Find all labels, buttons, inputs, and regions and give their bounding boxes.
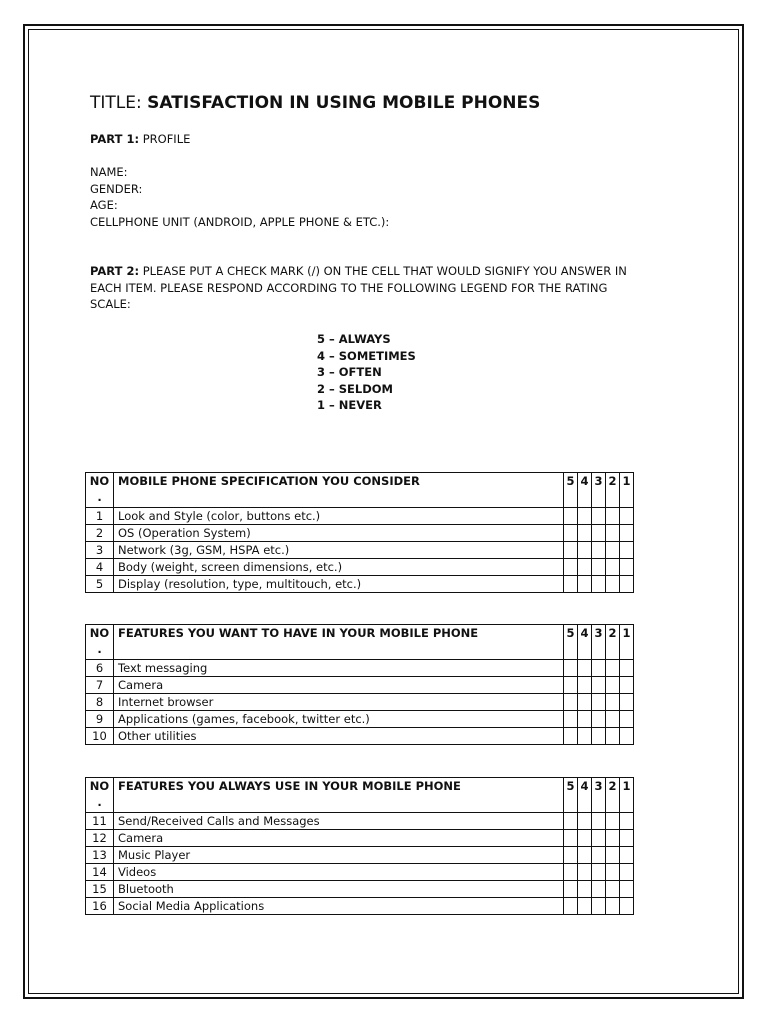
item-number: 5 xyxy=(86,576,114,593)
rating-cell-2[interactable] xyxy=(606,728,620,745)
part2-line1: PLEASE PUT A CHECK MARK (/) ON THE CELL THAT WOULD SIGNIFY YOU ANSWER IN xyxy=(139,264,627,278)
rating-cell-3[interactable] xyxy=(592,559,606,576)
rating-cell-5[interactable] xyxy=(564,694,578,711)
table-row xyxy=(86,728,634,745)
part2-instructions xyxy=(90,263,627,313)
no-column-header: NO . xyxy=(86,473,114,508)
rating-header-2: 2 xyxy=(606,625,620,660)
item-number: 4 xyxy=(86,559,114,576)
rating-cell-4[interactable] xyxy=(578,881,592,898)
rating-cell-1[interactable] xyxy=(620,660,634,677)
item-description: Bluetooth xyxy=(114,881,564,898)
rating-cell-1[interactable] xyxy=(620,898,634,915)
rating-cell-1[interactable] xyxy=(620,830,634,847)
rating-cell-2[interactable] xyxy=(606,677,620,694)
rating-cell-4[interactable] xyxy=(578,660,592,677)
rating-cell-3[interactable] xyxy=(592,864,606,881)
item-description: Display (resolution, type, multitouch, etc.) xyxy=(114,576,564,593)
rating-cell-4[interactable] xyxy=(578,847,592,864)
rating-cell-4[interactable] xyxy=(578,576,592,593)
item-number: 7 xyxy=(86,677,114,694)
part1-label: PART 1: xyxy=(90,132,140,146)
table-header-row xyxy=(86,473,634,508)
rating-cell-2[interactable] xyxy=(606,711,620,728)
item-description: Applications (games, facebook, twitter etc.) xyxy=(114,711,564,728)
rating-cell-3[interactable] xyxy=(592,881,606,898)
rating-cell-5[interactable] xyxy=(564,711,578,728)
item-description: Camera xyxy=(114,677,564,694)
item-description: Music Player xyxy=(114,847,564,864)
rating-header-5: 5 xyxy=(564,473,578,508)
rating-cell-5[interactable] xyxy=(564,813,578,830)
table-row xyxy=(86,542,634,559)
rating-cell-1[interactable] xyxy=(620,813,634,830)
rating-cell-3[interactable] xyxy=(592,660,606,677)
item-number: 14 xyxy=(86,864,114,881)
table-row xyxy=(86,694,634,711)
rating-cell-5[interactable] xyxy=(564,677,578,694)
rating-cell-3[interactable] xyxy=(592,677,606,694)
table-heading: FEATURES YOU ALWAYS USE IN YOUR MOBILE PHONE xyxy=(114,778,564,813)
item-description: Text messaging xyxy=(114,660,564,677)
table-header-row xyxy=(86,778,634,813)
rating-header-4: 4 xyxy=(578,473,592,508)
item-description: Other utilities xyxy=(114,728,564,745)
item-description: Camera xyxy=(114,830,564,847)
rating-cell-1[interactable] xyxy=(620,508,634,525)
table-heading: FEATURES YOU WANT TO HAVE IN YOUR MOBILE PHONE xyxy=(114,625,564,660)
item-description: Send/Received Calls and Messages xyxy=(114,813,564,830)
rating-cell-2[interactable] xyxy=(606,559,620,576)
part1-heading xyxy=(90,131,190,148)
rating-cell-5[interactable] xyxy=(564,508,578,525)
rating-header-1: 1 xyxy=(620,625,634,660)
rating-cell-3[interactable] xyxy=(592,898,606,915)
part2-label: PART 2: xyxy=(90,264,140,278)
legend-item-1: 1 – NEVER xyxy=(317,398,382,412)
table-row xyxy=(86,898,634,915)
rating-cell-4[interactable] xyxy=(578,711,592,728)
table-row xyxy=(86,711,634,728)
legend-item-5: 5 – ALWAYS xyxy=(317,332,391,346)
part1-text: PROFILE xyxy=(139,132,191,146)
rating-cell-5[interactable] xyxy=(564,559,578,576)
rating-cell-5[interactable] xyxy=(564,576,578,593)
item-number: 2 xyxy=(86,525,114,542)
item-number: 11 xyxy=(86,813,114,830)
rating-cell-2[interactable] xyxy=(606,542,620,559)
table-row xyxy=(86,660,634,677)
rating-cell-4[interactable] xyxy=(578,694,592,711)
rating-cell-1[interactable] xyxy=(620,576,634,593)
part2-line3: SCALE: xyxy=(90,297,131,311)
rating-cell-3[interactable] xyxy=(592,847,606,864)
rating-cell-2[interactable] xyxy=(606,830,620,847)
rating-cell-4[interactable] xyxy=(578,864,592,881)
rating-cell-5[interactable] xyxy=(564,898,578,915)
rating-cell-2[interactable] xyxy=(606,508,620,525)
rating-cell-5[interactable] xyxy=(564,830,578,847)
item-description: Internet browser xyxy=(114,694,564,711)
rating-cell-5[interactable] xyxy=(564,525,578,542)
rating-cell-3[interactable] xyxy=(592,542,606,559)
rating-cell-5[interactable] xyxy=(564,847,578,864)
table-row xyxy=(86,813,634,830)
rating-cell-4[interactable] xyxy=(578,508,592,525)
rating-cell-1[interactable] xyxy=(620,864,634,881)
rating-header-3: 3 xyxy=(592,473,606,508)
survey-table-wanted-features xyxy=(85,624,634,745)
item-number: 13 xyxy=(86,847,114,864)
rating-cell-4[interactable] xyxy=(578,830,592,847)
table-row xyxy=(86,525,634,542)
rating-cell-1[interactable] xyxy=(620,525,634,542)
table-row xyxy=(86,830,634,847)
item-number: 10 xyxy=(86,728,114,745)
rating-cell-1[interactable] xyxy=(620,711,634,728)
table-row xyxy=(86,559,634,576)
rating-header-1: 1 xyxy=(620,473,634,508)
legend-item-4: 4 – SOMETIMES xyxy=(317,348,416,363)
rating-cell-1[interactable] xyxy=(620,728,634,745)
item-number: 15 xyxy=(86,881,114,898)
table-row xyxy=(86,508,634,525)
rating-header-4: 4 xyxy=(578,778,592,813)
table-row xyxy=(86,576,634,593)
rating-cell-4[interactable] xyxy=(578,728,592,745)
rating-cell-5[interactable] xyxy=(564,660,578,677)
rating-cell-2[interactable] xyxy=(606,898,620,915)
rating-cell-4[interactable] xyxy=(578,677,592,694)
table-heading: MOBILE PHONE SPECIFICATION YOU CONSIDER xyxy=(114,473,564,508)
profile-fields xyxy=(90,164,389,230)
item-description: Look and Style (color, buttons etc.) xyxy=(114,508,564,525)
rating-header-5: 5 xyxy=(564,625,578,660)
survey-table-used-features xyxy=(85,777,634,915)
table-row xyxy=(86,847,634,864)
item-description: Social Media Applications xyxy=(114,898,564,915)
rating-header-5: 5 xyxy=(564,778,578,813)
rating-cell-2[interactable] xyxy=(606,576,620,593)
rating-cell-3[interactable] xyxy=(592,711,606,728)
rating-legend xyxy=(317,331,416,414)
item-description: Videos xyxy=(114,864,564,881)
survey-table-specifications xyxy=(85,472,634,593)
rating-cell-4[interactable] xyxy=(578,898,592,915)
profile-field-name: NAME: xyxy=(90,165,128,179)
legend-item-3: 3 – OFTEN xyxy=(317,365,382,379)
rating-cell-3[interactable] xyxy=(592,813,606,830)
rating-cell-4[interactable] xyxy=(578,559,592,576)
rating-cell-1[interactable] xyxy=(620,542,634,559)
rating-cell-2[interactable] xyxy=(606,694,620,711)
rating-cell-3[interactable] xyxy=(592,830,606,847)
legend-item-2: 2 – SELDOM xyxy=(317,381,393,396)
rating-cell-4[interactable] xyxy=(578,542,592,559)
rating-header-3: 3 xyxy=(592,778,606,813)
title-text: SATISFACTION IN USING MOBILE PHONES xyxy=(147,93,541,113)
rating-header-3: 3 xyxy=(592,625,606,660)
item-description: Body (weight, screen dimensions, etc.) xyxy=(114,559,564,576)
rating-cell-3[interactable] xyxy=(592,508,606,525)
no-column-header: NO . xyxy=(86,778,114,813)
rating-cell-2[interactable] xyxy=(606,813,620,830)
rating-header-1: 1 xyxy=(620,778,634,813)
no-column-header: NO . xyxy=(86,625,114,660)
profile-field-gender: GENDER: xyxy=(90,181,143,196)
item-number: 1 xyxy=(86,508,114,525)
rating-cell-1[interactable] xyxy=(620,881,634,898)
rating-header-4: 4 xyxy=(578,625,592,660)
rating-cell-1[interactable] xyxy=(620,677,634,694)
item-number: 16 xyxy=(86,898,114,915)
rating-cell-1[interactable] xyxy=(620,559,634,576)
rating-cell-4[interactable] xyxy=(578,813,592,830)
rating-header-2: 2 xyxy=(606,778,620,813)
rating-header-2: 2 xyxy=(606,473,620,508)
rating-cell-4[interactable] xyxy=(578,525,592,542)
rating-cell-2[interactable] xyxy=(606,660,620,677)
rating-cell-5[interactable] xyxy=(564,881,578,898)
document-title xyxy=(90,93,540,113)
profile-field-age: AGE: xyxy=(90,198,118,212)
rating-cell-2[interactable] xyxy=(606,525,620,542)
rating-cell-2[interactable] xyxy=(606,881,620,898)
rating-cell-5[interactable] xyxy=(564,542,578,559)
rating-cell-5[interactable] xyxy=(564,864,578,881)
rating-cell-3[interactable] xyxy=(592,728,606,745)
title-prefix: TITLE: xyxy=(90,93,148,113)
table-header-row xyxy=(86,625,634,660)
item-number: 9 xyxy=(86,711,114,728)
table-row xyxy=(86,677,634,694)
rating-cell-1[interactable] xyxy=(620,694,634,711)
rating-cell-2[interactable] xyxy=(606,864,620,881)
item-number: 12 xyxy=(86,830,114,847)
rating-cell-1[interactable] xyxy=(620,847,634,864)
item-number: 8 xyxy=(86,694,114,711)
profile-field-cellphone-unit: CELLPHONE UNIT (ANDROID, APPLE PHONE & ETC.): xyxy=(90,214,390,229)
item-description: OS (Operation System) xyxy=(114,525,564,542)
rating-cell-3[interactable] xyxy=(592,576,606,593)
item-description: Network (3g, GSM, HSPA etc.) xyxy=(114,542,564,559)
rating-cell-2[interactable] xyxy=(606,847,620,864)
item-number: 6 xyxy=(86,660,114,677)
table-row xyxy=(86,864,634,881)
table-row xyxy=(86,881,634,898)
rating-cell-5[interactable] xyxy=(564,728,578,745)
part2-line2: EACH ITEM. PLEASE RESPOND ACCORDING TO THE FOLLOWING LEGEND FOR THE RATING xyxy=(90,280,608,295)
rating-cell-3[interactable] xyxy=(592,694,606,711)
rating-cell-3[interactable] xyxy=(592,525,606,542)
item-number: 3 xyxy=(86,542,114,559)
